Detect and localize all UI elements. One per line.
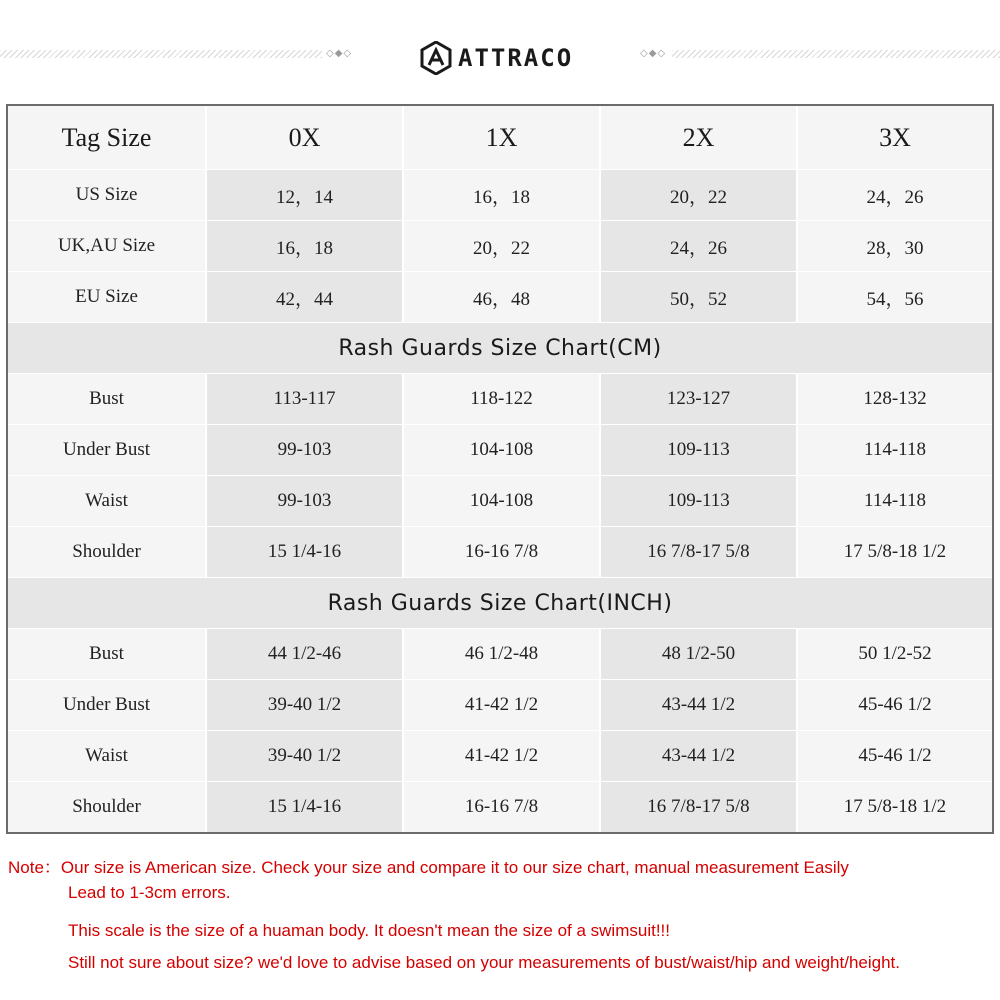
- diamond-ornament-right: ◇◆◇: [640, 48, 667, 59]
- table-cell: 20，22: [601, 170, 798, 220]
- brand-name: ATTRACO: [458, 44, 574, 72]
- table-cell: 114-118: [798, 425, 992, 475]
- table-row: [8, 221, 992, 272]
- table-cell: 16，18: [404, 170, 601, 220]
- row-label: EU Size: [8, 272, 207, 322]
- table-cell: 113-117: [207, 374, 404, 424]
- table-cell: 16-16 7/8: [404, 782, 601, 832]
- table-cell: 54，56: [798, 272, 992, 322]
- note-line-4: Still not sure about size? we'd love to advise based on your measurements of bust/waist/hip and weight/height.: [68, 953, 901, 972]
- row-label: UK,AU Size: [8, 221, 207, 271]
- table-row: [8, 527, 992, 578]
- decorative-hatch-right: [672, 50, 1000, 58]
- table-cell: 24，26: [798, 170, 992, 220]
- row-label: Bust: [8, 629, 207, 679]
- size-chart-table: [6, 104, 994, 834]
- table-header-row: [8, 106, 992, 170]
- table-cell: 17 5/8-18 1/2: [798, 527, 992, 577]
- table-cell: 41-42 1/2: [404, 680, 601, 730]
- header: [0, 0, 1000, 100]
- note-line-2: Lead to 1-3cm errors.: [68, 883, 231, 902]
- table-cell: 109-113: [601, 425, 798, 475]
- brand-logo: [420, 40, 573, 76]
- table-cell: 50 1/2-52: [798, 629, 992, 679]
- table-cell: 46 1/2-48: [404, 629, 601, 679]
- table-cell: 16 7/8-17 5/8: [601, 527, 798, 577]
- table-row: [8, 425, 992, 476]
- table-cell: 123-127: [601, 374, 798, 424]
- section-title-cm: Rash Guards Size Chart(CM): [8, 323, 992, 374]
- table-cell: 16，18: [207, 221, 404, 271]
- table-cell: 20，22: [404, 221, 601, 271]
- table-cell: 39-40 1/2: [207, 680, 404, 730]
- table-cell: 12，14: [207, 170, 404, 220]
- table-cell: 109-113: [601, 476, 798, 526]
- table-cell: 118-122: [404, 374, 601, 424]
- table-cell: 48 1/2-50: [601, 629, 798, 679]
- header-cell-0x: 0X: [207, 106, 404, 169]
- table-cell: 99-103: [207, 476, 404, 526]
- row-label: Under Bust: [8, 425, 207, 475]
- table-cell: 24，26: [601, 221, 798, 271]
- row-label: Under Bust: [8, 680, 207, 730]
- table-cell: 42，44: [207, 272, 404, 322]
- table-row: [8, 374, 992, 425]
- row-label: US Size: [8, 170, 207, 220]
- table-cell: 15 1/4-16: [207, 782, 404, 832]
- decorative-hatch-left: [0, 50, 322, 58]
- row-label: Shoulder: [8, 782, 207, 832]
- table-cell: 50，52: [601, 272, 798, 322]
- brand-logo-icon: [420, 41, 452, 75]
- table-row: [8, 731, 992, 782]
- header-cell-3x: 3X: [798, 106, 992, 169]
- table-cell: 114-118: [798, 476, 992, 526]
- table-cell: 45-46 1/2: [798, 731, 992, 781]
- table-cell: 128-132: [798, 374, 992, 424]
- table-cell: 17 5/8-18 1/2: [798, 782, 992, 832]
- table-cell: 15 1/4-16: [207, 527, 404, 577]
- table-row: [8, 782, 992, 832]
- header-cell-tag-size: Tag Size: [8, 106, 207, 169]
- table-row: [8, 680, 992, 731]
- header-cell-2x: 2X: [601, 106, 798, 169]
- table-cell: 99-103: [207, 425, 404, 475]
- row-label: Bust: [8, 374, 207, 424]
- table-row: [8, 476, 992, 527]
- table-cell: 104-108: [404, 476, 601, 526]
- row-label: Shoulder: [8, 527, 207, 577]
- table-cell: 43-44 1/2: [601, 680, 798, 730]
- diamond-ornament-left: ◇◆◇: [326, 48, 353, 59]
- table-cell: 46，48: [404, 272, 601, 322]
- table-cell: 44 1/2-46: [207, 629, 404, 679]
- table-cell: 39-40 1/2: [207, 731, 404, 781]
- row-label: Waist: [8, 476, 207, 526]
- table-row: [8, 170, 992, 221]
- row-label: Waist: [8, 731, 207, 781]
- note-line-3: This scale is the size of a huaman body. It doesn't mean the size of a swimsuit!!!: [68, 921, 670, 940]
- table-cell: 41-42 1/2: [404, 731, 601, 781]
- table-row: [8, 272, 992, 323]
- table-cell: 45-46 1/2: [798, 680, 992, 730]
- table-cell: 28，30: [798, 221, 992, 271]
- table-row: [8, 629, 992, 680]
- table-cell: 104-108: [404, 425, 601, 475]
- header-cell-1x: 1X: [404, 106, 601, 169]
- table-cell: 16-16 7/8: [404, 527, 601, 577]
- table-cell: 16 7/8-17 5/8: [601, 782, 798, 832]
- note-line-1: Note：Our size is American size. Check your size and compare it to our size chart, manual measurement Easily: [8, 858, 849, 877]
- table-cell: 43-44 1/2: [601, 731, 798, 781]
- section-title-inch: Rash Guards Size Chart(INCH): [8, 578, 992, 629]
